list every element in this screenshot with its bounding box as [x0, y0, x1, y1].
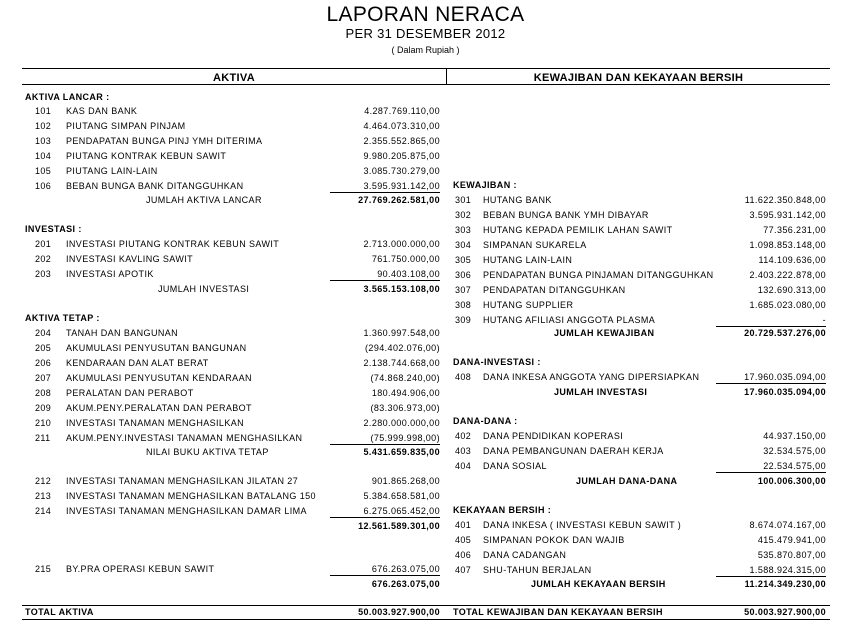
- account-code: 105: [35, 166, 52, 176]
- account-label: BEBAN BUNGA BANK DITANGGUHKAN: [66, 181, 244, 191]
- section-heading: DANA-INVESTASI :: [453, 357, 541, 367]
- account-label: DANA CADANGAN: [483, 550, 567, 560]
- subtotal-amount: 100.006.300,00: [757, 476, 826, 486]
- account-code: 406: [455, 550, 472, 560]
- subtotal-amount: 27.769.262.581,00: [358, 195, 440, 205]
- account-code: 407: [455, 565, 472, 575]
- subtotal-amount: 676.263.075,00: [371, 579, 440, 589]
- account-code: 307: [455, 285, 472, 295]
- account-code: 306: [455, 270, 472, 280]
- header-top-rule: [22, 68, 830, 69]
- account-code: 405: [455, 535, 472, 545]
- account-label: PENDAPATAN DITANGGUHKAN: [483, 285, 626, 295]
- account-label: DANA INKESA ( INVESTASI KEBUN SAWIT ): [483, 520, 682, 530]
- account-amount: 2.280.000.000,00: [363, 418, 440, 428]
- account-label: PENDAPATAN BUNGA PINJ YMH DITERIMA: [66, 136, 263, 146]
- account-code: 303: [455, 225, 472, 235]
- section-heading: AKTIVA LANCAR :: [25, 92, 110, 102]
- account-label: DANA PEMBANGUNAN DAERAH KERJA: [483, 446, 664, 456]
- account-code: 302: [455, 210, 472, 220]
- account-label: HUTANG AFILIASI ANGGOTA PLASMA: [483, 315, 656, 325]
- report-title: LAPORAN NERACA: [326, 3, 525, 26]
- account-amount: (74.868.240,00): [370, 373, 440, 383]
- subtotal-label: NILAI BUKU AKTIVA TETAP: [146, 447, 269, 457]
- account-code: 106: [35, 181, 52, 191]
- account-code: 209: [35, 403, 52, 413]
- account-label: HUTANG LAIN-LAIN: [483, 255, 573, 265]
- account-amount: 2.355.552.865,00: [363, 136, 440, 146]
- account-label: INVESTASI TANAMAN MENGHASILKAN: [66, 418, 245, 428]
- account-amount: 2.138.744.668,00: [363, 358, 440, 368]
- account-code: 104: [35, 151, 52, 161]
- account-code: 210: [35, 418, 52, 428]
- account-amount: 180.494.906,00: [371, 388, 440, 398]
- account-label: SHU-TAHUN BERJALAN: [483, 565, 592, 575]
- account-label: TANAH DAN BANGUNAN: [66, 328, 179, 338]
- account-label: PERALATAN DAN PERABOT: [66, 388, 194, 398]
- account-label: PIUTANG LAIN-LAIN: [66, 166, 158, 176]
- account-code: 214: [35, 506, 52, 516]
- account-label: SIMPANAN SUKARELA: [483, 240, 587, 250]
- account-code: 309: [455, 315, 472, 325]
- account-label: DANA SOSIAL: [483, 461, 547, 471]
- account-code: 404: [455, 461, 472, 471]
- subtotal-label: JUMLAH KEKAYAAN BERSIH: [531, 579, 666, 589]
- account-label: KAS DAN BANK: [66, 106, 138, 116]
- account-amount: 3.595.931.142,00: [749, 210, 826, 220]
- account-label: INVESTASI APOTIK: [66, 269, 154, 279]
- account-code: 304: [455, 240, 472, 250]
- subtotal-amount: 17.960.035.094,00: [744, 387, 826, 397]
- subtotal-amount: 3.565.153.108,00: [363, 284, 440, 294]
- header-bottom-rule: [22, 84, 830, 85]
- account-code: 213: [35, 491, 52, 501]
- account-code: 402: [455, 431, 472, 441]
- account-amount: (294.402.076,00): [365, 343, 440, 353]
- account-code: 212: [35, 476, 52, 486]
- account-label: AKUM.PENY.PERALATAN DAN PERABOT: [66, 403, 252, 413]
- account-amount: 1.360.997.548,00: [363, 328, 440, 338]
- section-heading: AKTIVA TETAP :: [25, 313, 100, 323]
- account-code: 403: [455, 446, 472, 456]
- account-amount: (83.306.973,00): [370, 403, 440, 413]
- account-amount: 90.403.108,00: [330, 269, 440, 281]
- grand-total-label: TOTAL KEWAJIBAN DAN KEKAYAAN BERSIH: [453, 607, 663, 617]
- account-label: INVESTASI KAVLING SAWIT: [66, 254, 194, 264]
- account-amount: 1.098.853.148,00: [749, 240, 826, 250]
- account-amount: 3.085.730.279,00: [363, 166, 440, 176]
- subtotal-amount: 20.729.537.276,00: [744, 328, 826, 338]
- account-code: 203: [35, 269, 52, 279]
- account-code: 211: [35, 433, 51, 443]
- account-amount: 1.588.924.315,00: [716, 565, 826, 577]
- account-label: HUTANG BANK: [483, 195, 552, 205]
- account-code: 207: [35, 373, 52, 383]
- account-code: 305: [455, 255, 472, 265]
- grand-total-label: TOTAL AKTIVA: [25, 607, 94, 617]
- section-heading: DANA-DANA :: [453, 416, 518, 426]
- account-label: DANA PENDIDIKAN KOPERASI: [483, 431, 624, 441]
- subtotal-label: JUMLAH AKTIVA LANCAR: [146, 195, 262, 205]
- account-label: HUTANG KEPADA PEMILIK LAHAN SAWIT: [483, 225, 673, 235]
- subtotal-amount: 5.431.659.835,00: [363, 447, 440, 457]
- column-header-kewajiban: KEWAJIBAN DAN KEKAYAAN BERSIH: [533, 72, 744, 84]
- account-label: AKUMULASI PENYUSUTAN KENDARAAN: [66, 373, 252, 383]
- account-code: 408: [455, 372, 472, 382]
- account-code: 101: [35, 106, 52, 116]
- account-label: DANA INKESA ANGGOTA YANG DIPERSIAPKAN: [483, 372, 700, 382]
- subtotal-label: JUMLAH INVESTASI: [158, 284, 250, 294]
- account-amount: 2.713.000.000,00: [363, 239, 440, 249]
- account-code: 102: [35, 121, 52, 131]
- account-amount: 4.287.769.110,00: [364, 106, 440, 116]
- account-label: HUTANG SUPPLIER: [483, 300, 574, 310]
- account-label: BY.PRA OPERASI KEBUN SAWIT: [66, 564, 215, 574]
- account-amount: 17.960.035.094,00: [716, 372, 826, 384]
- total-top-rule: [22, 605, 830, 606]
- account-amount: 11.622.350.848,00: [744, 195, 826, 205]
- account-amount: 8.674.074.167,00: [749, 520, 826, 530]
- account-amount: 44.937.150,00: [763, 431, 826, 441]
- account-label: SIMPANAN POKOK DAN WAJIB: [483, 535, 625, 545]
- total-bottom-rule: [22, 619, 830, 620]
- account-amount: 535.870.807,00: [757, 550, 826, 560]
- account-label: INVESTASI PIUTANG KONTRAK KEBUN SAWIT: [66, 239, 280, 249]
- account-amount: 77.356.231,00: [763, 225, 826, 235]
- account-amount: -: [716, 315, 826, 327]
- section-heading: KEWAJIBAN :: [453, 180, 517, 190]
- section-heading: KEKAYAAN BERSIH :: [453, 505, 552, 515]
- subtotal-amount: 12.561.589.301,00: [358, 521, 440, 531]
- account-code: 301: [455, 195, 472, 205]
- account-label: PENDAPATAN BUNGA PINJAMAN DITANGGUHKAN: [483, 270, 714, 280]
- report-unit: ( Dalam Rupiah ): [391, 45, 460, 55]
- account-amount: 5.384.658.581,00: [363, 491, 440, 501]
- account-amount: 1.685.023.080,00: [749, 300, 826, 310]
- account-amount: 2.403.222.878,00: [749, 270, 826, 280]
- column-header-aktiva: AKTIVA: [213, 72, 255, 84]
- account-label: INVESTASI TANAMAN MENGHASILKAN JILATAN 27: [66, 476, 299, 486]
- account-amount: 132.690.313,00: [757, 285, 826, 295]
- subtotal-label: JUMLAH DANA-DANA: [576, 476, 678, 486]
- account-amount: 761.750.000,00: [371, 254, 440, 264]
- account-label: AKUMULASI PENYUSUTAN BANGUNAN: [66, 343, 247, 353]
- account-code: 215: [35, 564, 52, 574]
- account-code: 103: [35, 136, 52, 146]
- grand-total-amount: 50.003.927.900,00: [358, 607, 440, 617]
- account-code: 206: [35, 358, 52, 368]
- account-code: 201: [35, 239, 52, 249]
- account-amount: 901.865.268,00: [371, 476, 440, 486]
- grand-total-amount: 50.003.927.900,00: [744, 607, 826, 617]
- account-label: PIUTANG KONTRAK KEBUN SAWIT: [66, 151, 227, 161]
- account-code: 308: [455, 300, 472, 310]
- account-code: 204: [35, 328, 52, 338]
- account-label: PIUTANG SIMPAN PINJAM: [66, 121, 186, 131]
- account-label: AKUM.PENY.INVESTASI TANAMAN MENGHASILKAN: [66, 433, 303, 443]
- account-amount: 3.595.931.142,00: [330, 181, 440, 193]
- account-amount: 9.980.205.875,00: [363, 151, 440, 161]
- subtotal-label: JUMLAH INVESTASI: [554, 387, 648, 397]
- account-label: BEBAN BUNGA BANK YMH DIBAYAR: [483, 210, 649, 220]
- account-amount: 32.534.575,00: [763, 446, 826, 456]
- account-code: 205: [35, 343, 52, 353]
- account-amount: 22.534.575,00: [716, 461, 826, 473]
- section-heading: INVESTASI :: [25, 224, 82, 234]
- account-label: KENDARAAN DAN ALAT BERAT: [66, 358, 209, 368]
- account-amount: (75.999.998,00): [330, 433, 440, 445]
- account-code: 401: [455, 520, 472, 530]
- account-code: 202: [35, 254, 52, 264]
- account-label: INVESTASI TANAMAN MENGHASILKAN DAMAR LIMA: [66, 506, 307, 516]
- account-amount: 6.275.065.452,00: [330, 506, 440, 518]
- account-amount: 676.263.075,00: [330, 564, 440, 576]
- account-amount: 415.479.941,00: [757, 535, 826, 545]
- report-subtitle: PER 31 DESEMBER 2012: [345, 26, 506, 41]
- account-code: 208: [35, 388, 52, 398]
- account-amount: 114.109.636,00: [758, 255, 826, 265]
- account-label: INVESTASI TANAMAN MENGHASILKAN BATALANG 150: [66, 491, 316, 501]
- account-amount: 4.464.073.310,00: [363, 121, 440, 131]
- subtotal-amount: 11.214.349.230,00: [744, 579, 826, 589]
- subtotal-label: JUMLAH KEWAJIBAN: [554, 328, 655, 338]
